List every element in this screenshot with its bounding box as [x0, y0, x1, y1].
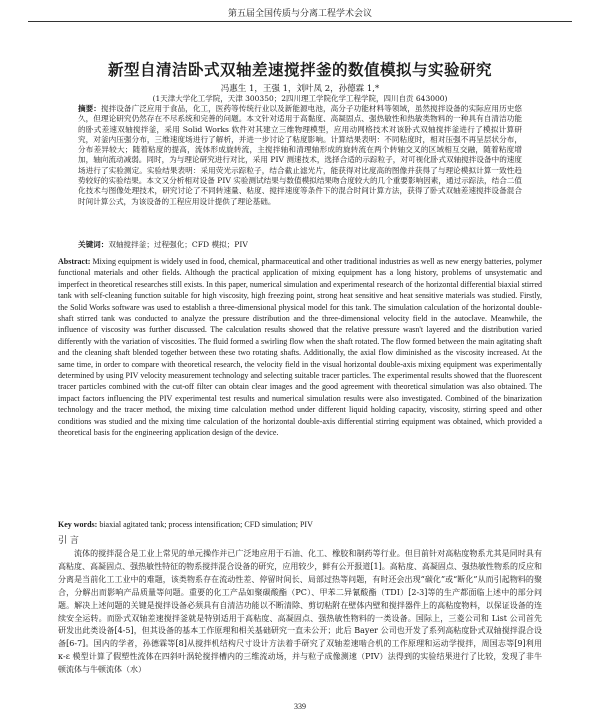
chinese-keywords-text: 双轴搅拌釜；过程强化；CFD 模拟；PIV	[108, 240, 248, 249]
english-keywords	[58, 519, 542, 530]
english-abstract-text: Mixing equipment is widely used in food, chemical, pharmaceutical and other traditional industries as well as new energy batteries, polymer functional materials and other fields. Although the practical application of mixing equipment has a long history, problems of unsystematic and imperfect in theoretical researches still exists. In this paper, numerical simulation and experimental research of the horizontal differential biaxial stirred tank with self-cleaning function suitable for high viscosity, high freezing point, strong heat sensitive and heat sensitive materials was studied. Firstly, the Solid Works software was used to establish a three-dimensional physical model for this tank. The simulation calculation of the horizontal double-shaft stirred tank was conducted to analyze the pressure distribution and the three-dimensional velocity field in the autoclave. Meanwhile, the influence of viscosity was further discussed. The calculation results showed that the relative pressure wasn't layered and the distribution varied differently with the variation of viscosities. The fluid formed a swirling flow when the shaft rotated. The flow formed between the main agitating shaft and the cleaning shaft blended together between these two rotating shafts. Additionally, the axial flow diminished as the viscosity increased. At the same time, in order to compare with theoretical research, the velocity field in the visual horizontal double-axis mixing equipment was experimentally determined by using PIV velocity measurement technology and selecting suitable tracer particles. The experimental results showed that the fluorescent tracer particles combined with the cut-off filter can obtain clear images and the good agreement with theoretical simulation was also obtained. The impact factors influencing the PIV experimental test results and numerical simulation results were also investigated. Combined of the binarization technology and the tracer method, the mixing time calculation method under different liquid holding capacity, viscosity, stirring speed and other conditions was studied and the mixing time calculation of the horizontal double-axis differential stirring equipment was obtained, which provided a theoretical basis for the engineering application design of the device.	[58, 257, 543, 438]
page-number: 339	[294, 702, 306, 711]
running-header: 第五届全国传质与分离工程学术会议	[227, 9, 372, 19]
paper-title: 新型自清洁卧式双轴差速搅拌釜的数值模拟与实验研究	[107, 61, 492, 79]
introduction-body: 流体的搅拌混合是工业上常见的单元操作并已广泛地应用于石油、化工、橡胶和制药等行业。但目前针对高粘度物系尤其是同时具有高粘度、高凝固点、强热敏性特征的物系搅拌混合设备的研究，应用较少，鲜有公开报道[1]。高粘度、高凝固点、强热敏性物系的反应和分离是当前化工工业中的难题，该类物系存在流动性差、停留时间长、局部过热等问题，有时还会出现“碳化”或“断化”从而引起物料的聚合，分解出而影响产品质量等问题。重要的化工产品如聚碳酸酯（PC）、甲苯二异氰酸酯（TDI）[2-3]等的生产都面临上述中的部分问题。解决上述问题的关键是搅拌设备必须具有自清洁功能以不断清除、剪切粘附在壁体内壁和搅拌器件上的高粘度物料，以保证设备的连续安全运转。而卧式双轴差速搅拌釜就是特别适用于高粘度、高凝固点、强热敏性物料的一类设备。国际上，三菱公司和 List 公司首先研发出此类设备[4-5]，但其设备的基本工作原理和相关基础研究一直未公开；此后 Bayer 公司也开发了系列高粘度卧式双轴搅拌混合设备[6-7]。国内的学者，孙德霖等[8]从搅拌机结构尺寸设计方法着手研究了双轴差速啮合机的工作原理和运动学搅拌，周国志等[9]利用 κ-ε 模型计算了假塑性流体在四斜叶涡轮搅拌槽内的三维流动场，并与粒子成像测速（PIV）法得到的实验结果进行了比较，发现了非牛顿流体与牛顿流体（水）	[58, 549, 542, 675]
chinese-abstract-text: 搅拌设备广泛应用于食品，化工，医药等传统行业以及新能源电池，高分子功能材料等领域，虽然搅拌设备的实际应用历史悠久，但理论研究仍然存在不尽系统和完善的问题。本文针对适用于高黏度、高凝固点、强热敏性和热敏类物料的一种具有自清洁功能的卧式差速双轴搅拌釜，采用 Solid Works 软件对其建立三维物理模型，应用动网格技术对该卧式双轴搅拌釜进行了模拟计算研究，对釜内压强分布，三维速度场进行了解析，并进一步讨论了粘度影响。计算结果表明：不同粘度时，相对压强不再呈层状分布，分布差异较大；随着粘度的提高，流体形成旋转流，主搅拌轴和清理轴形成的旋转流在两个转轴交叉的区域相互交融，随着粘度增加，轴向流动减弱。同时，为与理论研究进行对比，采用 PIV 测速技术，选择合适的示踪粒子，对可视化卧式双轴搅拌设备中的速度场进行了实验测定。实验结果表明：采用荧光示踪粒子，结合截止滤光片，能获得对比度高的图像并获得了与理论模拟计算一致性趋势较好的实验结果。本文又分析相对设备 PIV 实验测试结果与数值模拟结果吻合度较大的几个重要影响因素，通过示踪法，结合二值化技术与图像处理技术，研究讨论了不同转速量、粘度、搅拌速度等条件下的混合时间计算方法，获得了卧式双轴差速搅拌设备混合时间计算公式，为该设备的工程应用设计提供了理论基础。	[78, 104, 522, 206]
chinese-keywords-label: 关键词：	[78, 240, 109, 249]
affiliations: (1天津大学化工学院，天津 300350；2四川理工学院化学工程学院，四川自贡 643000)	[152, 94, 448, 103]
section-heading-introduction: 引 言	[58, 536, 79, 546]
english-abstract	[58, 256, 542, 439]
chinese-abstract	[78, 104, 522, 207]
chinese-keywords	[78, 240, 522, 250]
chinese-abstract-label: 摘要：	[78, 104, 101, 113]
english-abstract-label: Abstract:	[58, 257, 91, 266]
english-keywords-label: Key words:	[58, 520, 98, 529]
header-divider	[28, 21, 572, 22]
english-keywords-text: biaxial agitated tank; process intensification; CFD simulation; PIV	[99, 520, 313, 529]
author-list: 冯惠生 1，王强 1，刘叶凤 2，孙德霖 1,*	[220, 84, 380, 94]
